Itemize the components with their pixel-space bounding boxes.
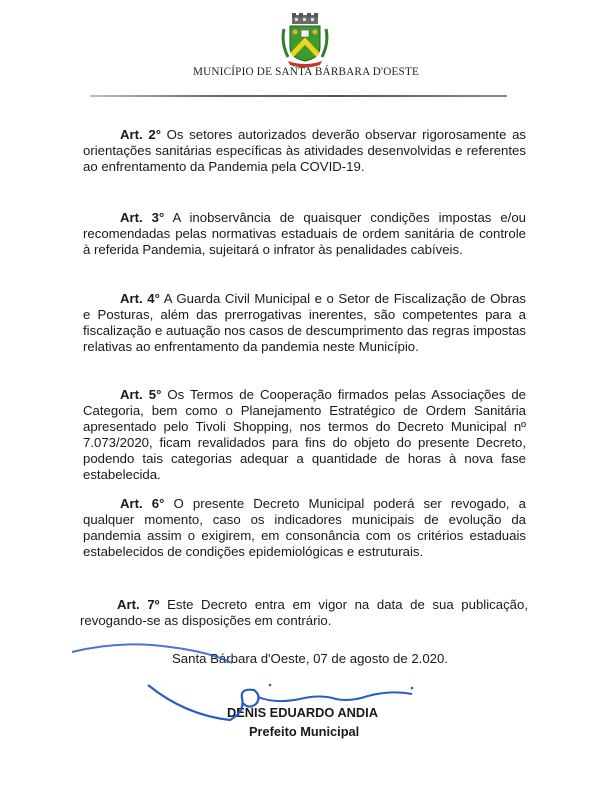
article-5 [83, 387, 526, 483]
article-label: Art. 2° [120, 127, 161, 142]
article-7 [80, 597, 528, 629]
signatory-title: Prefeito Municipal [249, 724, 360, 739]
header-divider [90, 95, 507, 97]
article-label: Art. 5° [120, 387, 162, 402]
signature-stroke-tail [258, 692, 412, 701]
article-3 [83, 210, 526, 258]
article-text: Os Termos de Cooperação firmados pelas Associações de Categoria, bem como o Planejamento Estratégico de Ordem Sanitária apresentado pelo Tivoli Shopping, nos termos do Decreto Municipal nº 7.073/2020, ficam revalidados para fins do objeto do presente Decreto, podendo tais categorias adequar a quantidade de horas à nova fase estabelecida. [83, 387, 527, 482]
coat-of-arms-icon [276, 13, 334, 68]
article-label: Art. 4° [120, 291, 160, 306]
article-label: Art. 7º [117, 597, 160, 612]
place-and-date: Santa Bárbara d'Oeste, 07 de agosto de 2.020. [172, 651, 448, 666]
article-text: A inobservância de quaisquer condições impostas e/ou recomendadas pelas normativas estaduais de ordem sanitária de controle à referida Pandemia, sujeitará o infrator às penalidades cabíveis. [83, 210, 526, 257]
article-text: Os setores autorizados deverão observar rigorosamente as orientações sanitárias específicas às atividades desenvolvidas e referentes ao enfrentamento da Pandemia pela COVID-19. [83, 127, 526, 174]
article-2 [83, 127, 526, 175]
article-text: O presente Decreto Municipal poderá ser revogado, a qualquer momento, caso os indicadores municipais de evolução da pandemia assim o exigirem, em consonância com os critérios estaduais estabelecidos de condições epidemiológicas e estruturais. [83, 496, 526, 559]
signatory-name: DENIS EDUARDO ANDIA [227, 705, 378, 720]
municipality-name: MUNICÍPIO DE SANTA BÁRBARA D'OESTE [192, 66, 420, 78]
article-text: A Guarda Civil Municipal e o Setor de Fiscalização de Obras e Posturas, além das prerrogativas inerentes, são competentes para a fiscalização e autuação nos casos de descumprimento das regras impostas relativas ao enfrentamento da pandemia neste Município. [83, 291, 526, 354]
article-label: Art. 3° [120, 210, 165, 225]
article-label: Art. 6° [120, 496, 165, 511]
article-4 [83, 291, 526, 355]
article-text: Este Decreto entra em vigor na data de sua publicação, revogando-se as disposições em contrário. [80, 597, 528, 628]
article-6 [83, 496, 526, 560]
